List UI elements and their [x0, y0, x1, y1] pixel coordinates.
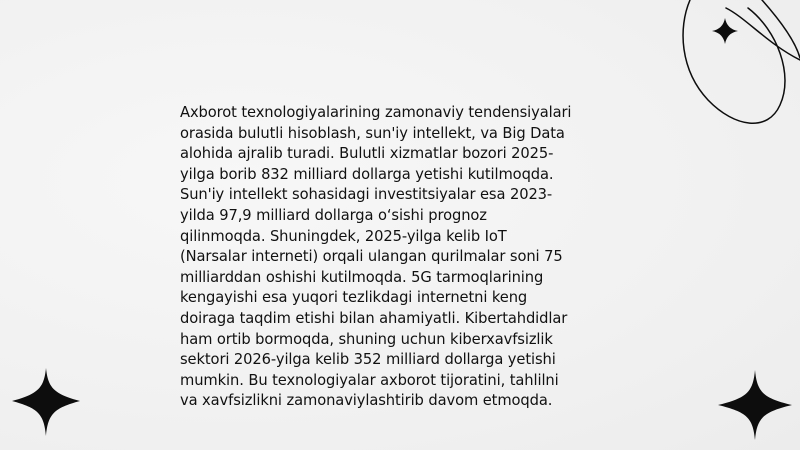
body-paragraph [180, 103, 650, 412]
paragraph-line: yilda 97,9 milliard dollarga o‘sishi prognoz [180, 206, 487, 224]
paragraph-line: milliarddan oshishi kutilmoqda. 5G tarmoqlarining [180, 268, 544, 286]
paragraph-line: mumkin. Bu texnologiyalar axborot tijoratini, tahlilni [180, 371, 559, 389]
paragraph-line: (Narsalar interneti) orqali ulangan qurilmalar soni 75 [180, 248, 563, 266]
paragraph-line: qilinmoqda. Shuningdek, 2025-yilga kelib IoT [180, 227, 507, 245]
paragraph-line: sektori 2026-yilga kelib 352 milliard dollarga yetishi [180, 351, 556, 369]
paragraph-line: kengayishi esa yuqori tezlikdagi internetni keng [180, 289, 528, 307]
paragraph-line: doiraga taqdim etishi bilan ahamiyatli. Kibertahdidlar [180, 309, 568, 327]
four-point-star-icon [12, 368, 80, 436]
orbit-sparkle-icon [650, 0, 800, 150]
paragraph-line: ham ortib bormoqda, shuning uchun kiberxavfsizlik [180, 330, 553, 348]
paragraph-line: Axborot texnologiyalarining zamonaviy tendensiyalari [180, 104, 572, 121]
paragraph-line: Sun'iy intellekt sohasidagi investitsiyalar esa 2023- [180, 186, 553, 204]
paragraph-line: alohida ajralib turadi. Bulutli xizmatlar bozori 2025- [180, 145, 554, 163]
paragraph-line: va xavfsizlikni zamonaviylashtirib davom etmoqda. [180, 392, 553, 410]
paragraph-line: orasida bulutli hisoblash, sun'iy intellekt, va Big Data [180, 124, 565, 142]
paragraph-line: yilga borib 832 milliard dollarga yetishi kutilmoqda. [180, 165, 554, 183]
four-point-star-icon [718, 370, 792, 440]
